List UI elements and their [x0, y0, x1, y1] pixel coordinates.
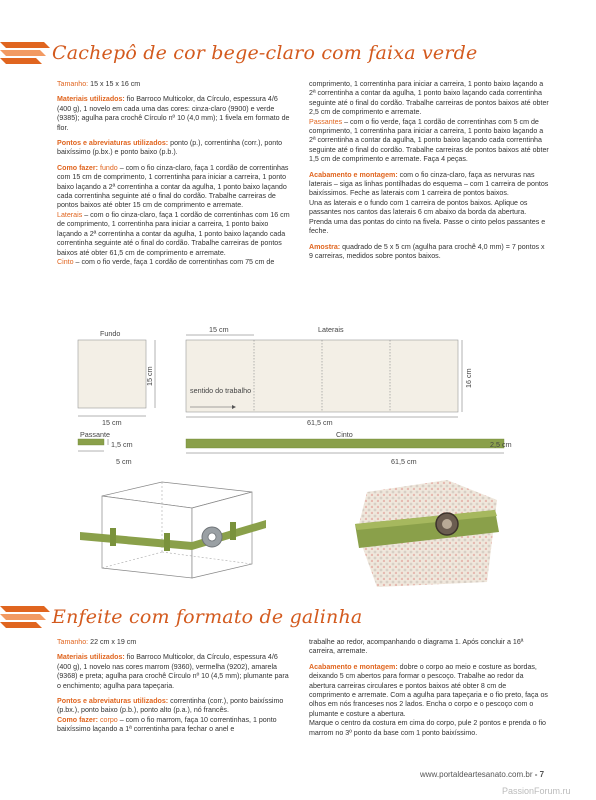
diagram-fundo-bottom: 15 cm [102, 418, 122, 427]
passantes-label: Passantes [309, 117, 343, 126]
diagram-fundo-label: Fundo [100, 329, 121, 338]
article-left-column [57, 80, 292, 273]
how-label: Como fazer: [57, 163, 98, 172]
basket-photo [337, 472, 507, 592]
diagram-passante-h: 1,5 cm [111, 440, 133, 449]
fundo-text: – com o fio cinza-claro, faça 1 cordão de correntinhas com 15 cm de comprimento, 1 correntinha para iniciar a carreira, 1 ponto baixo laçando a 2ª correntinha a contar da agulha, 1 ponto baixo laçando cada correntinha seguinte até o final do cordão. Trabalhe carreiras de pontos baixos até obter 15 cm de comprimento e arremate. [57, 163, 289, 210]
abbr-label: Pontos e abreviaturas utilizados: [57, 139, 169, 148]
corpo-label: corpo [98, 715, 118, 724]
finish-text: com o fio cinza-claro, faça as nervuras nas laterais – siga as linhas pontilhadas do esquema – com 1 carreira de pontos baixíssimos. Feche as laterais com 1 carreira de pontos baixos. [309, 170, 549, 198]
diagram-cinto-w: 61,5 cm [391, 457, 417, 466]
materials-label: Materiais utilizados: [57, 653, 125, 662]
cinto-text-b: comprimento, 1 correntinha para iniciar a carreira, 1 ponto baixo laçando a 2ª correntinha a contar da agulha, 1 ponto baixo laçando cada correntinha seguinte até o final do cordão. Trabalhe carreiras de pontos baixos até obter 2,5 cm de comprimento e arremate. [309, 80, 549, 117]
article-title: Enfeite com formato de galinha [52, 606, 363, 628]
header-ribbon-decoration [0, 40, 50, 66]
laterais-label: Laterais [57, 210, 83, 219]
materials-text: fio Barroco Multicolor, da Círculo, espessura 4/6 (400 g), 1 novelo em cada uma das cores: cinza-claro (9900) e verde (9385); agulha para crochê Círculo nº 10 (4,0 mm); 1 fivela em formato de flor. [57, 95, 290, 132]
diagram-passante-w: 5 cm [116, 457, 132, 466]
page-number: - 7 [534, 770, 545, 779]
cinto-label: Cinto [57, 257, 74, 266]
sample-label: Amostra: [309, 242, 341, 251]
diagram-cinto-label: Cinto [336, 430, 353, 439]
article-right-column [309, 80, 549, 267]
diagram-direction: sentido do trabalho [190, 386, 252, 395]
laterais-text: – com o fio cinza-claro, faça 1 cordão de correntinhas com 16 cm de comprimento, 1 correntinha para iniciar a carreira, 1 ponto baixo laçando a 2ª correntinha a contar da agulha, 1 ponto baixo laçando cada correntinha seguinte até o final do cordão. Trabalhe carreiras de pontos baixos até obter 61,5 cm de comprimento e arremate. [57, 210, 290, 257]
fundo-square [78, 340, 146, 408]
watermark: PassionForum.ru [502, 786, 571, 796]
right-text-1: trabalhe ao redor, acompanhando o diagrama 1. Após concluir a 16ª carreira, arremate. [309, 638, 524, 656]
diagram-cinto-h: 2,5 cm [490, 440, 512, 449]
basket-line-illustration [70, 478, 280, 583]
diagram-fundo-side: 15 cm [145, 366, 154, 386]
cinto-text-a: – com o fio verde, faça 1 cordão de correntinhas com 75 cm de [73, 257, 275, 266]
abbr-text: ponto (p.), correntinha (corr.), ponto baixíssimo (p.bx.) e ponto baixo (p.b.). [57, 139, 283, 157]
cinto-strip [186, 439, 504, 448]
article-title: Cachepô de cor bege-claro com faixa verde [52, 42, 478, 64]
finish-text: dobre o corpo ao meio e costure as bordas, deixando 5 cm abertos para formar o pescoço. Trabalhe ao redor da abertura carreiras circulares e pontos baixos até obter 8 cm de comprimento e arremate. Com a agulha para tapeçaria e o fio preto, faça os olhos em nós franceses nos 2 lados. Encha o corpo e o pescoço com o plumante e costure a abertura. [309, 662, 548, 718]
footer-site [420, 770, 544, 779]
diagram-laterais-label: Laterais [318, 325, 344, 334]
finish-text-2: Una as laterais e o fundo com 1 carreira de pontos baixos. Aplique os passantes nos cantos das laterais 6 cm abaixo da borda da abertura. Prenda uma das pontas do cinto na fivela. Passe o cinto pelos passantes e feche. [309, 198, 546, 236]
site-url: www.portaldeartesanato.com.br [420, 770, 533, 779]
size-value: 22 cm x 19 cm [88, 638, 137, 646]
diagram-lat-bottom: 61,5 cm [307, 418, 333, 427]
diagram-lat-height: 16 cm [464, 368, 473, 388]
finish-text-2: Marque o centro da costura em cima do corpo, pule 2 pontos e prenda o fio marrom no 3º ponto da base com 1 ponto baixíssimo. [309, 719, 546, 737]
size-value: 15 x 15 x 16 cm [88, 80, 141, 88]
materials-label: Materiais utilizados: [57, 95, 125, 104]
abbr-text: correntinha (corr.), ponto baixíssimo (p.bx.), ponto baixo (p.b.), ponto alto (p.a.), nó francês. [57, 697, 284, 715]
size-label: Tamanho: [57, 638, 89, 646]
diagram-passante-label: Passante [80, 430, 110, 439]
finish-label: Acabamento e montagem: [309, 662, 398, 671]
passantes-text: – com o fio verde, faça 1 cordão de correntinhas com 5 cm de comprimento, 1 correntinha para iniciar a carreira, 1 ponto baixo laçando a 2ª correntinha a contar da agulha, 1 ponto baixo laçando cada correntinha seguinte até o final do cordão. Trabalhe carreiras de pontos baixos até obter 1,5 cm de comprimento e arremate. Faça 4 peças. [309, 117, 549, 164]
size-label: Tamanho: [57, 80, 89, 88]
passante-strip [78, 439, 104, 445]
corpo-text: – com o fio marrom, faça 10 correntinhas, 1 ponto baixíssimo laçando a 1ª correntinha para fechar o anel e [57, 715, 277, 734]
article2-left-column [57, 638, 292, 741]
diagram-lat-top: 15 cm [209, 325, 229, 334]
abbr-label: Pontos e abreviaturas utilizados: [57, 697, 169, 706]
sample-text: quadrado de 5 x 5 cm (agulha para crochê 4,0 mm) = 7 pontos x 9 carreiras, medidos sobre pontos baixos. [309, 242, 545, 260]
fundo-label: fundo [98, 163, 118, 172]
finish-label: Acabamento e montagem: [309, 170, 398, 179]
article2-right-column [309, 638, 549, 744]
header-ribbon-decoration [0, 604, 50, 630]
materials-text: fio Barroco Multicolor, da Círculo, espessura 4/6 (400 g), 1 novelo nas cores marrom (9360), vermelha (9202), amarela (9368) e preta; agulha para crochê Círculo nº 10 (4,5 mm); plumante para o enchimento; agulha para tapeçaria. [57, 653, 289, 690]
how-label: Como fazer: [57, 715, 98, 724]
